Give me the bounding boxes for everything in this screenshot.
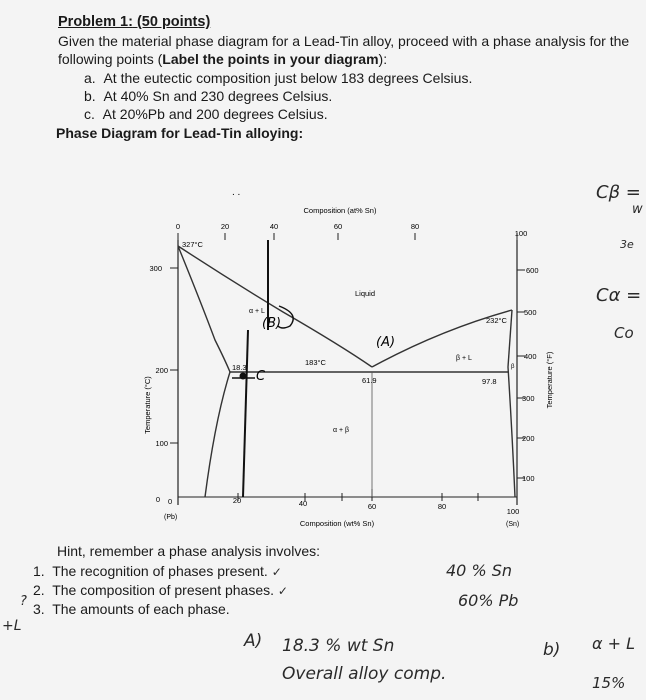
liquidus-left xyxy=(178,246,372,367)
point-b-label: (B) xyxy=(262,316,282,331)
problem-points: (50 points) xyxy=(136,14,211,30)
margin-co: Co xyxy=(614,324,634,342)
hand-comp-pb: 60% Pb xyxy=(458,591,519,610)
left-ticks xyxy=(170,268,178,443)
answer-b-value: 15% xyxy=(592,674,626,692)
hint-step-1 xyxy=(33,563,282,579)
label-alpha-plus-beta: α + β xyxy=(333,427,350,434)
item-text: At 20%Pb and 200 degrees Celsius. xyxy=(102,106,328,122)
item-marker: c. xyxy=(84,106,95,122)
margin-ca: Cα = xyxy=(596,285,642,306)
item-text: At 40% Sn and 230 degrees Celsius. xyxy=(103,88,333,104)
intro-line-2-post: ): xyxy=(378,51,388,67)
intro-line-2-bold: Label the points in your diagram xyxy=(162,51,379,67)
hint-step-text: The amounts of each phase. xyxy=(52,601,230,617)
right-tick-label: 300 xyxy=(522,394,535,403)
top-tick-label: 0 xyxy=(175,222,181,231)
bottom-endpoint-sn: (Sn) xyxy=(506,521,520,528)
top-tick-label: 80 xyxy=(410,222,420,231)
label-liquid: Liquid xyxy=(355,289,376,298)
label-beta-limit: 97.8 xyxy=(482,377,497,386)
label-alpha-mark: . . xyxy=(232,187,241,198)
bottom-tick-label: 40 xyxy=(298,499,308,508)
bottom-ticks xyxy=(238,489,478,501)
bottom-tick-label: 20 xyxy=(232,496,242,505)
hint-intro: Hint, remember a phase analysis involves: xyxy=(57,543,321,559)
left-margin-note: +L xyxy=(2,618,22,634)
point-a-label: (A) xyxy=(376,335,396,350)
item-text: At the eutectic composition just below 183 degrees Celsius. xyxy=(103,70,473,86)
question-mark: ? xyxy=(20,594,27,609)
checkmark-icon: ✓ xyxy=(277,584,288,598)
item-marker: b. xyxy=(84,88,96,104)
margin-cb: Cβ = xyxy=(596,182,641,203)
hint-step-num: 3. xyxy=(33,601,45,617)
solvus-right xyxy=(508,367,515,497)
diagram-heading: Phase Diagram for Lead-Tin alloying: xyxy=(56,125,304,141)
right-tick-label: 200 xyxy=(522,434,535,443)
hint-step-3 xyxy=(33,601,230,617)
top-tick-label: 20 xyxy=(220,222,230,231)
handwritten-line-18 xyxy=(243,330,248,497)
top-axis-title: Composition (at% Sn) xyxy=(303,206,377,215)
intro-line-2-pre: following points ( xyxy=(58,51,163,67)
solidus-left xyxy=(178,246,230,372)
intro-line-1: Given the material phase diagram for a Lead-Tin alloy, proceed with a phase analysis for the xyxy=(58,33,630,49)
item-marker: a. xyxy=(84,70,96,86)
right-tick-label: 600 xyxy=(526,266,539,275)
top-tick-label: 60 xyxy=(333,222,343,231)
bottom-tick-label: 0 xyxy=(168,497,173,506)
answer-a-marker: A) xyxy=(244,631,263,651)
answer-b-marker: b) xyxy=(543,640,561,660)
bottom-tick-label: 100 xyxy=(506,507,520,516)
hint-step-num: 1. xyxy=(33,563,45,579)
left-tick-label: 200 xyxy=(155,366,168,375)
left-axis-title: Temperature (°C) xyxy=(143,376,152,434)
right-tick-label: 100 xyxy=(522,474,535,483)
label-alpha-plus-l: α + L xyxy=(249,308,265,315)
point-c-dot xyxy=(240,373,247,380)
right-ticks xyxy=(517,270,525,478)
hint-step-text: The composition of present phases. xyxy=(52,582,275,598)
hint-step-num: 2. xyxy=(33,582,45,598)
answer-a-line2: Overall alloy comp. xyxy=(282,664,447,684)
label-eutectic-comp: 61.9 xyxy=(362,376,377,385)
top-tick-label: 40 xyxy=(269,222,279,231)
label-beta-plus-l: β + L xyxy=(456,355,472,362)
label-sn-melt: 232°C xyxy=(486,316,507,325)
bottom-tick-label: 60 xyxy=(367,502,377,511)
left-tick-label: 300 xyxy=(149,264,162,273)
right-tick-label: 500 xyxy=(524,308,537,317)
label-alpha-limit: 18.3 xyxy=(232,363,247,372)
label-pb-melt: 327°C xyxy=(182,240,203,249)
hint-step-2 xyxy=(33,582,288,598)
problem-number: Problem 1: xyxy=(58,14,133,30)
left-tick-label: 0 xyxy=(155,495,160,504)
solidus-right xyxy=(508,310,512,367)
margin-3e: 3e xyxy=(620,238,634,251)
bottom-endpoint-pb: (Pb) xyxy=(164,514,178,521)
solvus-left xyxy=(205,372,230,497)
hand-comp-sn: 40 % Sn xyxy=(446,561,513,580)
answer-b-text: α + L xyxy=(592,634,636,653)
margin-w: w xyxy=(632,202,643,217)
right-axis-title: Temperature (°F) xyxy=(545,351,554,409)
label-eutectic-temp: 183°C xyxy=(305,358,326,367)
label-beta: β xyxy=(511,364,515,370)
top-tick-label: 100 xyxy=(514,229,528,238)
right-tick-label: 400 xyxy=(524,352,537,361)
point-c-label: C xyxy=(256,369,266,384)
left-tick-label: 100 xyxy=(155,439,168,448)
bottom-axis-title: Composition (wt% Sn) xyxy=(299,519,375,528)
answer-a-line1: 18.3 % wt Sn xyxy=(282,636,395,656)
hint-step-text: The recognition of phases present. xyxy=(52,563,268,579)
bottom-tick-label: 80 xyxy=(437,502,447,511)
checkmark-icon: ✓ xyxy=(271,565,282,579)
top-ticks xyxy=(178,233,517,240)
